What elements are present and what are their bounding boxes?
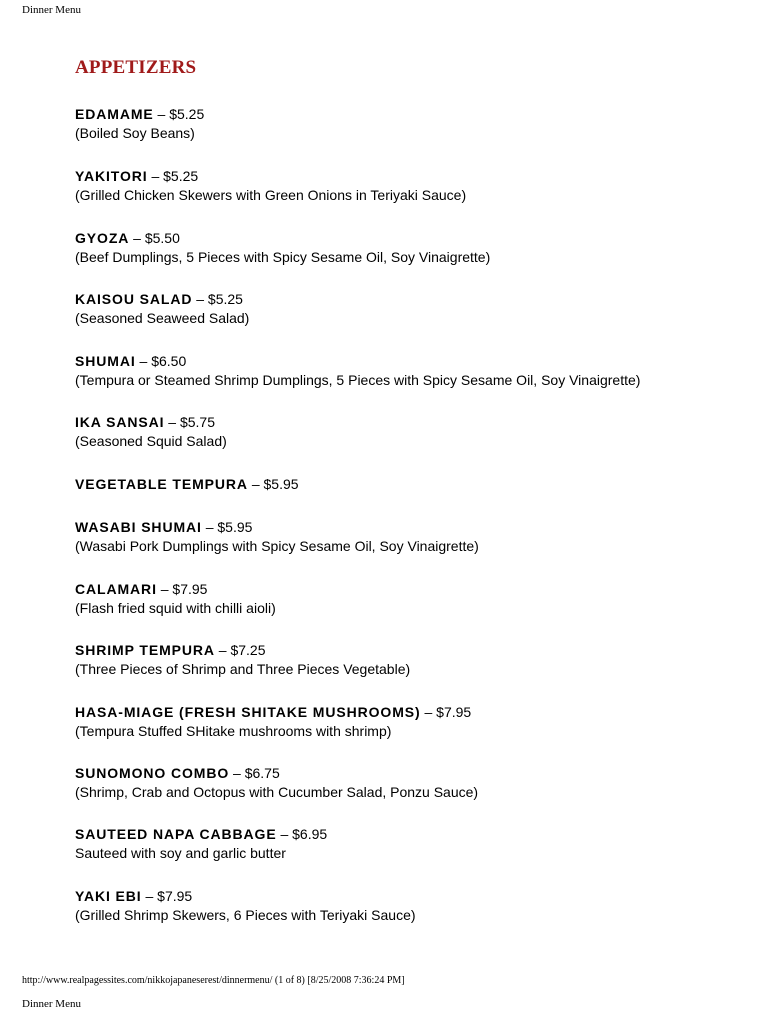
menu-item — [75, 518, 479, 556]
item-price: – $5.25 — [147, 168, 199, 184]
footer-title: Dinner Menu — [22, 998, 81, 1010]
item-name: SHRIMP TEMPURA — [75, 642, 215, 658]
item-name: WASABI SHUMAI — [75, 519, 202, 535]
item-name: EDAMAME — [75, 106, 154, 122]
menu-item — [75, 290, 249, 328]
item-description: (Seasoned Seaweed Salad) — [75, 310, 250, 326]
item-description: (Three Pieces of Shrimp and Three Pieces Vegetable) — [75, 661, 411, 677]
menu-item — [75, 764, 478, 802]
item-name: GYOZA — [75, 230, 130, 246]
item-price: – $5.25 — [153, 106, 205, 122]
menu-item — [75, 229, 490, 267]
item-price: – $6.50 — [135, 353, 187, 369]
item-description: (Flash fried squid with chilli aioli) — [75, 600, 276, 616]
item-price: – $5.95 — [201, 519, 253, 535]
item-price: – $7.25 — [214, 642, 266, 658]
item-name: SAUTEED NAPA CABBAGE — [75, 826, 277, 842]
section-heading: APPETIZERS — [75, 57, 197, 78]
item-description: (Beef Dumplings, 5 Pieces with Spicy Sesame Oil, Soy Vinaigrette) — [75, 249, 491, 265]
menu-item — [75, 352, 640, 390]
menu-item — [75, 825, 327, 863]
item-name: SUNOMONO COMBO — [75, 765, 230, 781]
item-price: – $7.95 — [156, 581, 208, 597]
menu-item — [75, 887, 416, 925]
item-price: – $7.95 — [141, 888, 193, 904]
item-name: HASA-MIAGE (FRESH SHITAKE MUSHROOMS) — [75, 704, 421, 720]
item-description: (Grilled Chicken Skewers with Green Onions in Teriyaki Sauce) — [75, 187, 467, 203]
item-description: Sauteed with soy and garlic butter — [75, 845, 286, 861]
item-name: SHUMAI — [75, 353, 136, 369]
item-description: (Tempura Stuffed SHitake mushrooms with shrimp) — [75, 723, 392, 739]
item-price: – $6.75 — [229, 765, 280, 781]
item-price: – $7.95 — [420, 704, 472, 720]
menu-item — [75, 580, 276, 618]
item-description: (Seasoned Squid Salad) — [75, 433, 227, 449]
item-name: IKA SANSAI — [75, 414, 165, 430]
item-price: – $5.75 — [164, 414, 215, 430]
item-price: – $5.25 — [192, 291, 243, 307]
item-description: (Grilled Shrimp Skewers, 6 Pieces with Teriyaki Sauce) — [75, 907, 416, 923]
item-description: (Boiled Soy Beans) — [75, 125, 195, 141]
item-description: (Shrimp, Crab and Octopus with Cucumber Salad, Ponzu Sauce) — [75, 784, 479, 800]
menu-item — [75, 413, 227, 451]
menu-item — [75, 475, 299, 494]
item-description: (Wasabi Pork Dumplings with Spicy Sesame Oil, Soy Vinaigrette) — [75, 538, 479, 554]
menu-item — [75, 167, 466, 205]
item-name: KAISOU SALAD — [75, 291, 193, 307]
menu-item — [75, 105, 204, 143]
item-name: CALAMARI — [75, 581, 157, 597]
menu-item — [75, 641, 410, 679]
menu-item — [75, 703, 471, 741]
item-price: – $6.95 — [276, 826, 328, 842]
item-name: VEGETABLE TEMPURA — [75, 476, 248, 492]
item-name: YAKI EBI — [75, 888, 142, 904]
item-price: – $5.50 — [129, 230, 180, 246]
item-name: YAKITORI — [75, 168, 148, 184]
item-price: – $5.95 — [247, 476, 299, 492]
header-title: Dinner Menu — [22, 4, 81, 16]
item-description: (Tempura or Steamed Shrimp Dumplings, 5 Pieces with Spicy Sesame Oil, Soy Vinaigrette) — [75, 372, 641, 388]
footer-url[interactable]: http://www.realpagessites.com/nikkojapaneserest/dinnermenu/ (1 of 8) [8/25/2008 7:36:24 PM] — [22, 975, 405, 986]
